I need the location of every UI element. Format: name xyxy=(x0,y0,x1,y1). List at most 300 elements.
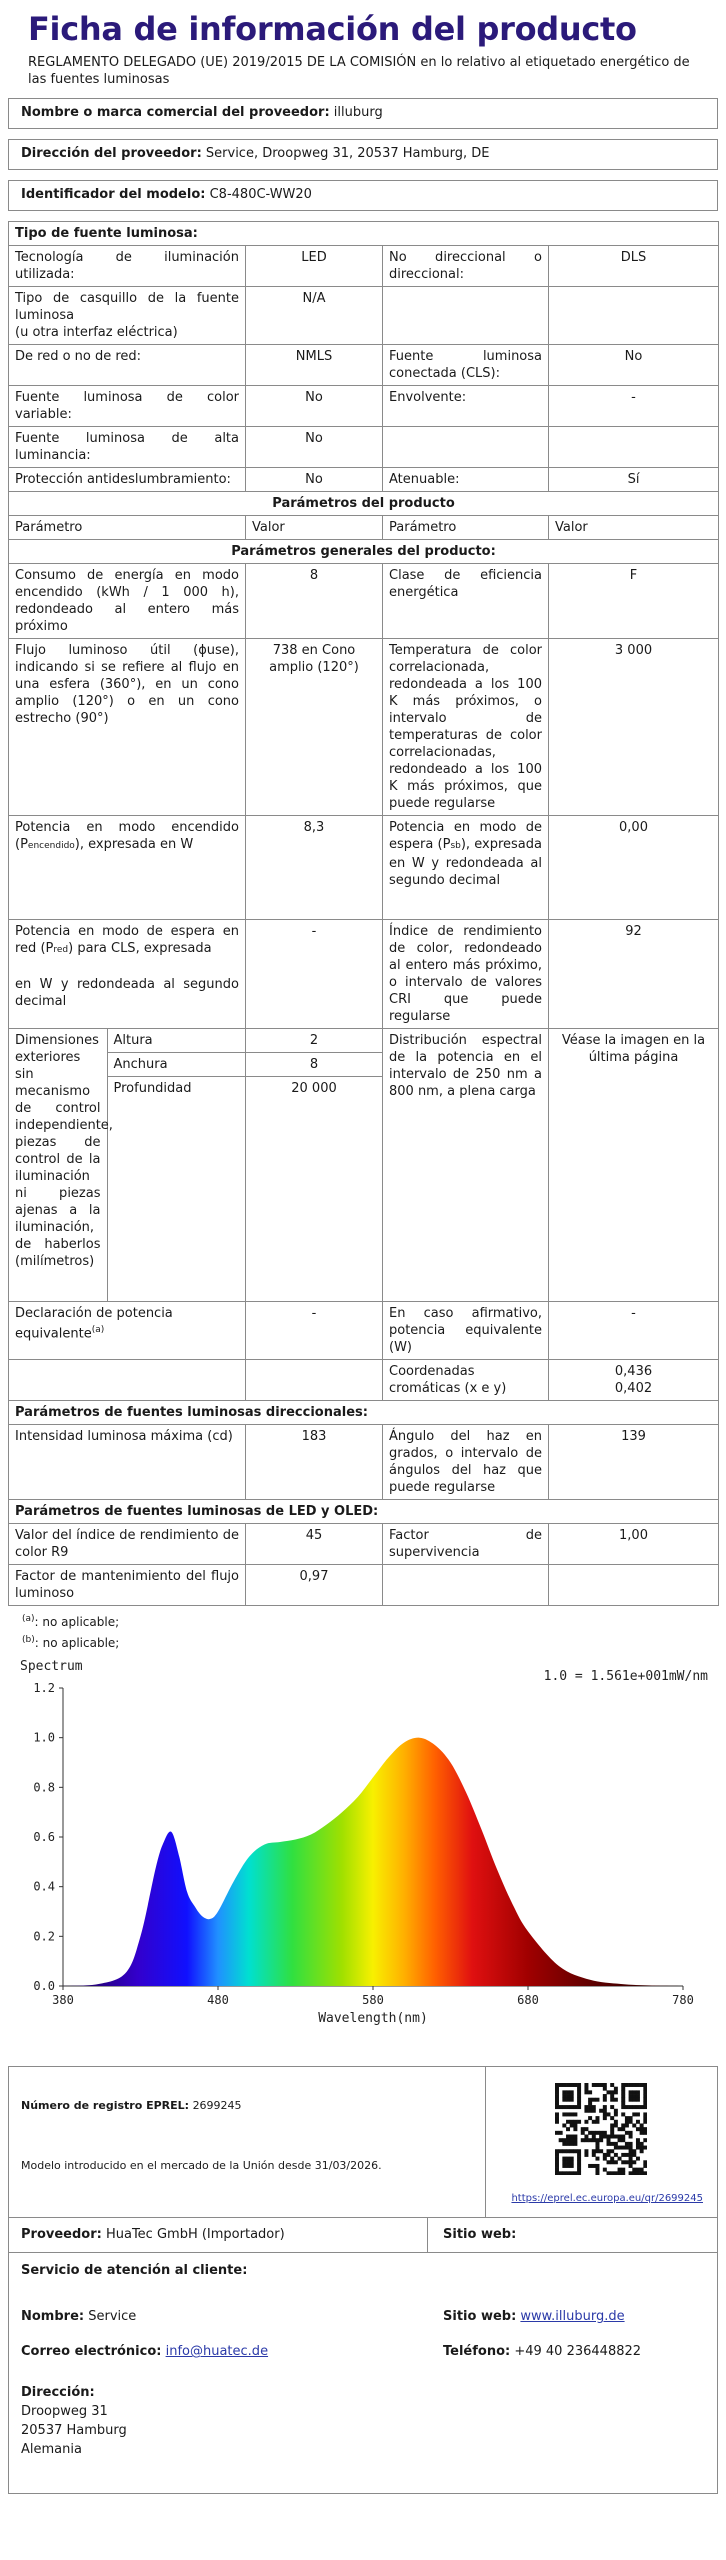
power-on-label: Potencia en modo encendido (P xyxy=(15,820,239,852)
qr-module xyxy=(595,2120,599,2124)
qr-module xyxy=(577,2168,581,2172)
qr-module xyxy=(629,2116,633,2120)
power-on-sub: encendido xyxy=(27,841,75,851)
qr-module xyxy=(562,2090,566,2094)
qr-module xyxy=(614,2142,618,2146)
table-row xyxy=(9,1425,719,1500)
service-web-row xyxy=(443,2309,625,2324)
qr-module xyxy=(595,2149,599,2153)
qr-module xyxy=(562,2112,566,2116)
cell-label: Distribución espectral de la potencia en el intervalo de 250 nm a 800 nm, a plena carga xyxy=(383,1029,549,1302)
qr-module xyxy=(562,2160,566,2164)
service-name-row xyxy=(21,2309,136,2324)
service-address xyxy=(21,2383,127,2459)
qr-module xyxy=(573,2083,577,2087)
qr-module xyxy=(592,2135,596,2139)
cell-value: 92 xyxy=(549,920,719,1029)
qr-module xyxy=(632,2098,636,2102)
eprel-reg-row xyxy=(21,2099,242,2112)
column-header: Valor xyxy=(549,516,719,540)
cell-value: 3 000 xyxy=(549,639,719,816)
qr-module xyxy=(559,2083,563,2087)
provider-label: Proveedor: xyxy=(21,2227,102,2242)
qr-module xyxy=(621,2087,625,2091)
qr-module xyxy=(555,2164,559,2168)
qr-module xyxy=(555,2160,559,2164)
equiv-label: Declaración de potencia equivalente xyxy=(15,1306,173,1342)
service-web-link[interactable]: www.illuburg.de xyxy=(520,2309,625,2324)
qr-module xyxy=(610,2083,614,2087)
qr-module xyxy=(570,2120,574,2124)
cell-value: LED xyxy=(246,246,383,287)
qr-module xyxy=(570,2135,574,2139)
provider-value: HuaTec GmbH (Importador) xyxy=(105,2227,285,2242)
cell-label: Atenuable: xyxy=(383,468,549,492)
qr-module xyxy=(625,2160,629,2164)
qr-module xyxy=(570,2149,574,2153)
y-tick-label: 1.0 xyxy=(33,1730,55,1745)
qr-module xyxy=(555,2157,559,2161)
qr-module xyxy=(610,2171,614,2175)
qr-module xyxy=(577,2101,581,2105)
qr-module xyxy=(566,2157,570,2161)
qr-module xyxy=(629,2164,633,2168)
chroma-y: 0,402 xyxy=(614,1381,653,1396)
qr-module xyxy=(570,2157,574,2161)
chart-title: Spectrum xyxy=(20,1659,83,1674)
qr-module xyxy=(573,2123,577,2127)
cell-label: Protección antideslumbramiento: xyxy=(9,468,246,492)
cell-empty xyxy=(383,1565,549,1606)
cell-value: 45 xyxy=(246,1524,383,1565)
qr-module xyxy=(588,2131,592,2135)
qr-module xyxy=(584,2105,588,2109)
qr-module xyxy=(584,2149,588,2153)
qr-module xyxy=(603,2098,607,2102)
qr-module xyxy=(621,2171,625,2175)
provider-row xyxy=(8,2218,718,2253)
model-block xyxy=(8,180,718,211)
cell-value xyxy=(549,287,719,345)
qr-module xyxy=(581,2127,585,2131)
qr-module xyxy=(625,2146,629,2150)
qr-module xyxy=(573,2142,577,2146)
qr-module xyxy=(566,2098,570,2102)
qr-module xyxy=(555,2101,559,2105)
y-tick-label: 0.8 xyxy=(33,1780,55,1795)
eprel-block xyxy=(8,2066,718,2218)
qr-module xyxy=(632,2083,636,2087)
table-row xyxy=(9,386,719,427)
qr-module xyxy=(629,2131,633,2135)
qr-module xyxy=(592,2131,596,2135)
cell-label: Fuente luminosa de color variable: xyxy=(9,386,246,427)
qr-module xyxy=(584,2138,588,2142)
y-tick-label: 0.4 xyxy=(33,1879,55,1894)
qr-code-icon[interactable] xyxy=(555,2083,647,2175)
qr-module xyxy=(614,2123,618,2127)
cell-label: Fuente luminosa conectada (CLS): xyxy=(383,345,549,386)
cell-label: Índice de rendimiento de color, redondeado al entero más próximo, o intervalo de valores CRI que puede regularse xyxy=(383,920,549,1029)
qr-module xyxy=(629,2171,633,2175)
qr-module xyxy=(562,2094,566,2098)
qr-module xyxy=(559,2149,563,2153)
qr-module xyxy=(610,2135,614,2139)
qr-module xyxy=(559,2131,563,2135)
qr-module xyxy=(595,2131,599,2135)
qr-module xyxy=(625,2123,629,2127)
qr-module xyxy=(592,2138,596,2142)
eprel-market-text: Modelo introducido en el mercado de la Unión desde 31/03/2026. xyxy=(21,2159,382,2172)
qr-module xyxy=(592,2109,596,2113)
qr-module xyxy=(632,2112,636,2116)
supplier-name-value: illuburg xyxy=(333,105,383,120)
eprel-reg-label: Número de registro EPREL: xyxy=(21,2099,190,2112)
cell-value: No xyxy=(246,468,383,492)
qr-module xyxy=(618,2157,622,2161)
qr-module xyxy=(610,2094,614,2098)
qr-module xyxy=(618,2138,622,2142)
qr-module xyxy=(566,2105,570,2109)
qr-module xyxy=(599,2109,603,2113)
qr-module xyxy=(625,2142,629,2146)
qr-module xyxy=(632,2090,636,2094)
qr-module xyxy=(621,2083,625,2087)
qr-module xyxy=(566,2142,570,2146)
table-row xyxy=(9,468,719,492)
eprel-link[interactable]: https://eprel.ec.europa.eu/qr/2699245 xyxy=(511,2193,703,2204)
qr-module xyxy=(566,2135,570,2139)
footnotes xyxy=(8,1606,718,1656)
qr-module xyxy=(588,2105,592,2109)
qr-module xyxy=(577,2164,581,2168)
cell-value: 139 xyxy=(549,1425,719,1500)
qr-module xyxy=(614,2135,618,2139)
footnote xyxy=(22,1631,704,1652)
qr-module xyxy=(632,2149,636,2153)
cell-label xyxy=(9,816,246,920)
qr-module xyxy=(570,2160,574,2164)
qr-module xyxy=(562,2138,566,2142)
qr-module xyxy=(640,2083,644,2087)
directional-heading: Parámetros de fuentes luminosas direccionales: xyxy=(9,1401,719,1425)
cell-value: Véase la imagen en la última página xyxy=(549,1029,719,1302)
qr-module xyxy=(614,2090,618,2094)
qr-module xyxy=(643,2164,647,2168)
qr-module xyxy=(603,2083,607,2087)
qr-module xyxy=(636,2098,640,2102)
provider-web-label: Sitio web: xyxy=(443,2227,517,2242)
cell-empty xyxy=(9,1360,246,1401)
qr-module xyxy=(573,2127,577,2131)
cell-value: No xyxy=(549,345,719,386)
qr-module xyxy=(629,2142,633,2146)
model-id-label: Identificador del modelo: xyxy=(21,187,206,202)
qr-module xyxy=(610,2149,614,2153)
qr-module xyxy=(570,2083,574,2087)
column-header: Parámetro xyxy=(383,516,549,540)
qr-module xyxy=(592,2120,596,2124)
qr-module xyxy=(562,2149,566,2153)
cell-empty xyxy=(549,1565,719,1606)
qr-module xyxy=(573,2171,577,2175)
qr-module xyxy=(588,2101,592,2105)
qr-module xyxy=(555,2090,559,2094)
qr-module xyxy=(607,2160,611,2164)
x-tick-label: 780 xyxy=(672,1993,694,2007)
qr-module xyxy=(584,2090,588,2094)
qr-module xyxy=(555,2094,559,2098)
x-tick-label: 380 xyxy=(52,1993,74,2007)
qr-module xyxy=(621,2135,625,2139)
cell-label: De red o no de red: xyxy=(9,345,246,386)
cell-value: No xyxy=(246,427,383,468)
led-heading: Parámetros de fuentes luminosas de LED y OLED: xyxy=(9,1500,719,1524)
qr-module xyxy=(573,2138,577,2142)
equiv-sup: (a) xyxy=(91,1325,105,1335)
qr-module xyxy=(610,2098,614,2102)
cell-value: - xyxy=(246,1302,383,1360)
cell-label: Consumo de energía en modo encendido (kWh / 1 000 h), redondeado al entero más próximo xyxy=(9,564,246,639)
qr-module xyxy=(570,2098,574,2102)
cell-label xyxy=(383,816,549,920)
qr-module xyxy=(555,2105,559,2109)
footnote-mark: (b) xyxy=(22,1635,35,1645)
regulation-text: REGLAMENTO DELEGADO (UE) 2019/2015 DE LA COMISIÓN en lo relativo al etiquetado energético de las fuentes luminosas xyxy=(28,55,690,87)
footnote-mark: (a) xyxy=(22,1614,35,1624)
qr-module xyxy=(577,2094,581,2098)
model-id-value: C8-480C-WW20 xyxy=(209,187,312,202)
qr-module xyxy=(577,2120,581,2124)
qr-module xyxy=(629,2105,633,2109)
qr-module xyxy=(595,2116,599,2120)
qr-module xyxy=(636,2083,640,2087)
qr-module xyxy=(632,2153,636,2157)
chart-annotation: 1.0 = 1.561e+001mW/nm xyxy=(543,1669,708,1684)
qr-module xyxy=(603,2112,607,2116)
qr-module xyxy=(603,2168,607,2172)
qr-module xyxy=(559,2171,563,2175)
qr-module xyxy=(621,2112,625,2116)
qr-module xyxy=(559,2138,563,2142)
qr-module xyxy=(610,2142,614,2146)
product-params-heading: Parámetros del producto xyxy=(9,492,719,516)
cell-value: 0,00 xyxy=(549,816,719,920)
cell-value: 0,97 xyxy=(246,1565,383,1606)
qr-module xyxy=(584,2109,588,2113)
dims-label: Dimensiones exteriores sin mecanismo de control independiente, piezas de control de la iluminación ni piezas ajenas a la iluminación, de haberlos (milímetros) xyxy=(9,1029,107,1301)
address-line: 20537 Hamburg xyxy=(21,2423,127,2438)
qr-module xyxy=(566,2138,570,2142)
qr-module xyxy=(636,2146,640,2150)
table-row xyxy=(9,1360,719,1401)
qr-module xyxy=(625,2131,629,2135)
qr-module xyxy=(599,2138,603,2142)
service-phone-label: Teléfono: xyxy=(443,2344,511,2359)
light-source-heading: Tipo de fuente luminosa: xyxy=(9,222,719,246)
qr-module xyxy=(573,2135,577,2139)
model-id-row xyxy=(9,181,717,211)
qr-module xyxy=(570,2105,574,2109)
qr-module xyxy=(577,2171,581,2175)
qr-module xyxy=(636,2157,640,2161)
cell-value xyxy=(549,1360,719,1401)
net-standby-label-3: en W y redondeada al segundo decimal xyxy=(15,977,239,1009)
qr-module xyxy=(577,2090,581,2094)
qr-module xyxy=(614,2098,618,2102)
height-value: 2 xyxy=(246,1029,382,1053)
qr-module xyxy=(555,2087,559,2091)
qr-module xyxy=(640,2149,644,2153)
qr-module xyxy=(566,2127,570,2131)
qr-module xyxy=(643,2087,647,2091)
qr-module xyxy=(614,2171,618,2175)
y-tick-label: 0.6 xyxy=(33,1830,55,1844)
qr-module xyxy=(610,2116,614,2120)
standby-label-2: ), expresada en W y redondeada al segundo decimal xyxy=(389,837,542,888)
eprel-info xyxy=(9,2067,486,2217)
cell-label: Flujo luminoso útil (ɸuse), indicando si se refiere al flujo en una esfera (360°), en un cono amplio (120°) o en un cono estrecho (90°) xyxy=(9,639,246,816)
qr-module xyxy=(607,2090,611,2094)
cell-value: 1,00 xyxy=(549,1524,719,1565)
supplier-address-value: Service, Droopweg 31, 20537 Hamburg, DE xyxy=(205,146,490,161)
qr-module xyxy=(636,2120,640,2124)
service-email-link[interactable]: info@huatec.de xyxy=(165,2344,269,2359)
cell-label: Ángulo del haz en grados, o intervalo de ángulos del haz que puede regularse xyxy=(383,1425,549,1500)
x-tick-label: 580 xyxy=(362,1993,384,2007)
qr-module xyxy=(577,2153,581,2157)
qr-module xyxy=(610,2090,614,2094)
table-row xyxy=(9,564,719,639)
x-axis-label: Wavelength(nm) xyxy=(318,2011,428,2026)
qr-module xyxy=(629,2094,633,2098)
service-web-label: Sitio web: xyxy=(443,2309,517,2324)
qr-module xyxy=(618,2127,622,2131)
cell-label xyxy=(9,287,246,345)
cell-value: - xyxy=(549,1302,719,1360)
qr-module xyxy=(632,2094,636,2098)
provider-web xyxy=(443,2227,516,2242)
supplier-name-label: Nombre o marca comercial del proveedor: xyxy=(21,105,330,120)
net-standby-sub: red xyxy=(53,945,69,955)
qr-module xyxy=(625,2083,629,2087)
qr-module xyxy=(577,2083,581,2087)
cell-value: N/A xyxy=(246,287,383,345)
dims-values-subtable xyxy=(246,1029,382,1301)
qr-module xyxy=(625,2116,629,2120)
qr-module xyxy=(592,2153,596,2157)
qr-module xyxy=(636,2171,640,2175)
qr-module xyxy=(607,2153,611,2157)
qr-module xyxy=(614,2109,618,2113)
table-row xyxy=(9,1524,719,1565)
qr-module xyxy=(632,2160,636,2164)
qr-module xyxy=(566,2164,570,2168)
qr-module xyxy=(555,2149,559,2153)
qr-module xyxy=(592,2083,596,2087)
light-source-table xyxy=(8,221,719,1606)
cap-type-label: Tipo de casquillo de la fuente luminosa xyxy=(15,291,239,323)
qr-module xyxy=(562,2142,566,2146)
qr-module xyxy=(566,2171,570,2175)
qr-module xyxy=(570,2094,574,2098)
width-value: 8 xyxy=(246,1053,382,1077)
cell-label xyxy=(383,287,549,345)
spectrum-svg xyxy=(8,1656,718,2042)
qr-module xyxy=(584,2153,588,2157)
cell-label xyxy=(9,920,246,1029)
service-heading: Servicio de atención al cliente: xyxy=(21,2263,248,2278)
cell-value: DLS xyxy=(549,246,719,287)
table-row xyxy=(9,345,719,386)
supplier-address-row xyxy=(9,140,717,170)
qr-module xyxy=(570,2142,574,2146)
qr-module xyxy=(625,2105,629,2109)
qr-module xyxy=(621,2090,625,2094)
qr-module xyxy=(643,2116,647,2120)
qr-module xyxy=(570,2171,574,2175)
qr-module xyxy=(625,2120,629,2124)
qr-module xyxy=(555,2131,559,2135)
footnote-text: : no aplicable; xyxy=(34,1636,120,1650)
qr-module xyxy=(592,2164,596,2168)
qr-module xyxy=(592,2098,596,2102)
supplier-block xyxy=(8,98,718,129)
cap-type-label-2: (u otra interfaz eléctrica) xyxy=(15,325,178,340)
column-header: Valor xyxy=(246,516,383,540)
qr-module xyxy=(607,2171,611,2175)
y-tick-label: 1.2 xyxy=(33,1681,55,1695)
chroma-x: 0,436 xyxy=(614,1364,653,1379)
qr-module xyxy=(643,2160,647,2164)
qr-module xyxy=(636,2094,640,2098)
qr-module xyxy=(607,2138,611,2142)
service-address-label: Dirección: xyxy=(21,2385,95,2400)
qr-module xyxy=(621,2101,625,2105)
qr-module xyxy=(603,2116,607,2120)
supplier-name-row xyxy=(9,99,717,129)
qr-module xyxy=(621,2123,625,2127)
net-standby-label: Potencia en modo de espera en red (P xyxy=(15,924,239,956)
customer-service-block xyxy=(8,2253,718,2494)
qr-module xyxy=(621,2153,625,2157)
table-row xyxy=(9,1029,719,1302)
qr-module xyxy=(599,2149,603,2153)
cell-label: Clase de eficiencia energética xyxy=(383,564,549,639)
qr-module xyxy=(577,2105,581,2109)
eprel-reg-value: 2699245 xyxy=(192,2099,242,2112)
cell-value xyxy=(549,427,719,468)
cell-label: Envolvente: xyxy=(383,386,549,427)
qr-module xyxy=(570,2123,574,2127)
general-params-heading: Parámetros generales del producto: xyxy=(9,540,719,564)
depth-label: Profundidad xyxy=(107,1077,246,1302)
qr-module xyxy=(562,2171,566,2175)
qr-module xyxy=(643,2101,647,2105)
cell-label: Fuente luminosa de alta luminancia: xyxy=(9,427,246,468)
standby-sub: sb xyxy=(450,841,461,851)
qr-module xyxy=(577,2087,581,2091)
qr-module xyxy=(566,2120,570,2124)
qr-module xyxy=(599,2135,603,2139)
qr-module xyxy=(621,2127,625,2131)
qr-module xyxy=(607,2112,611,2116)
qr-module xyxy=(584,2135,588,2139)
service-name-label: Nombre: xyxy=(21,2309,85,2324)
qr-module xyxy=(621,2168,625,2172)
y-tick-label: 0.2 xyxy=(33,1929,55,1944)
qr-module xyxy=(555,2112,559,2116)
